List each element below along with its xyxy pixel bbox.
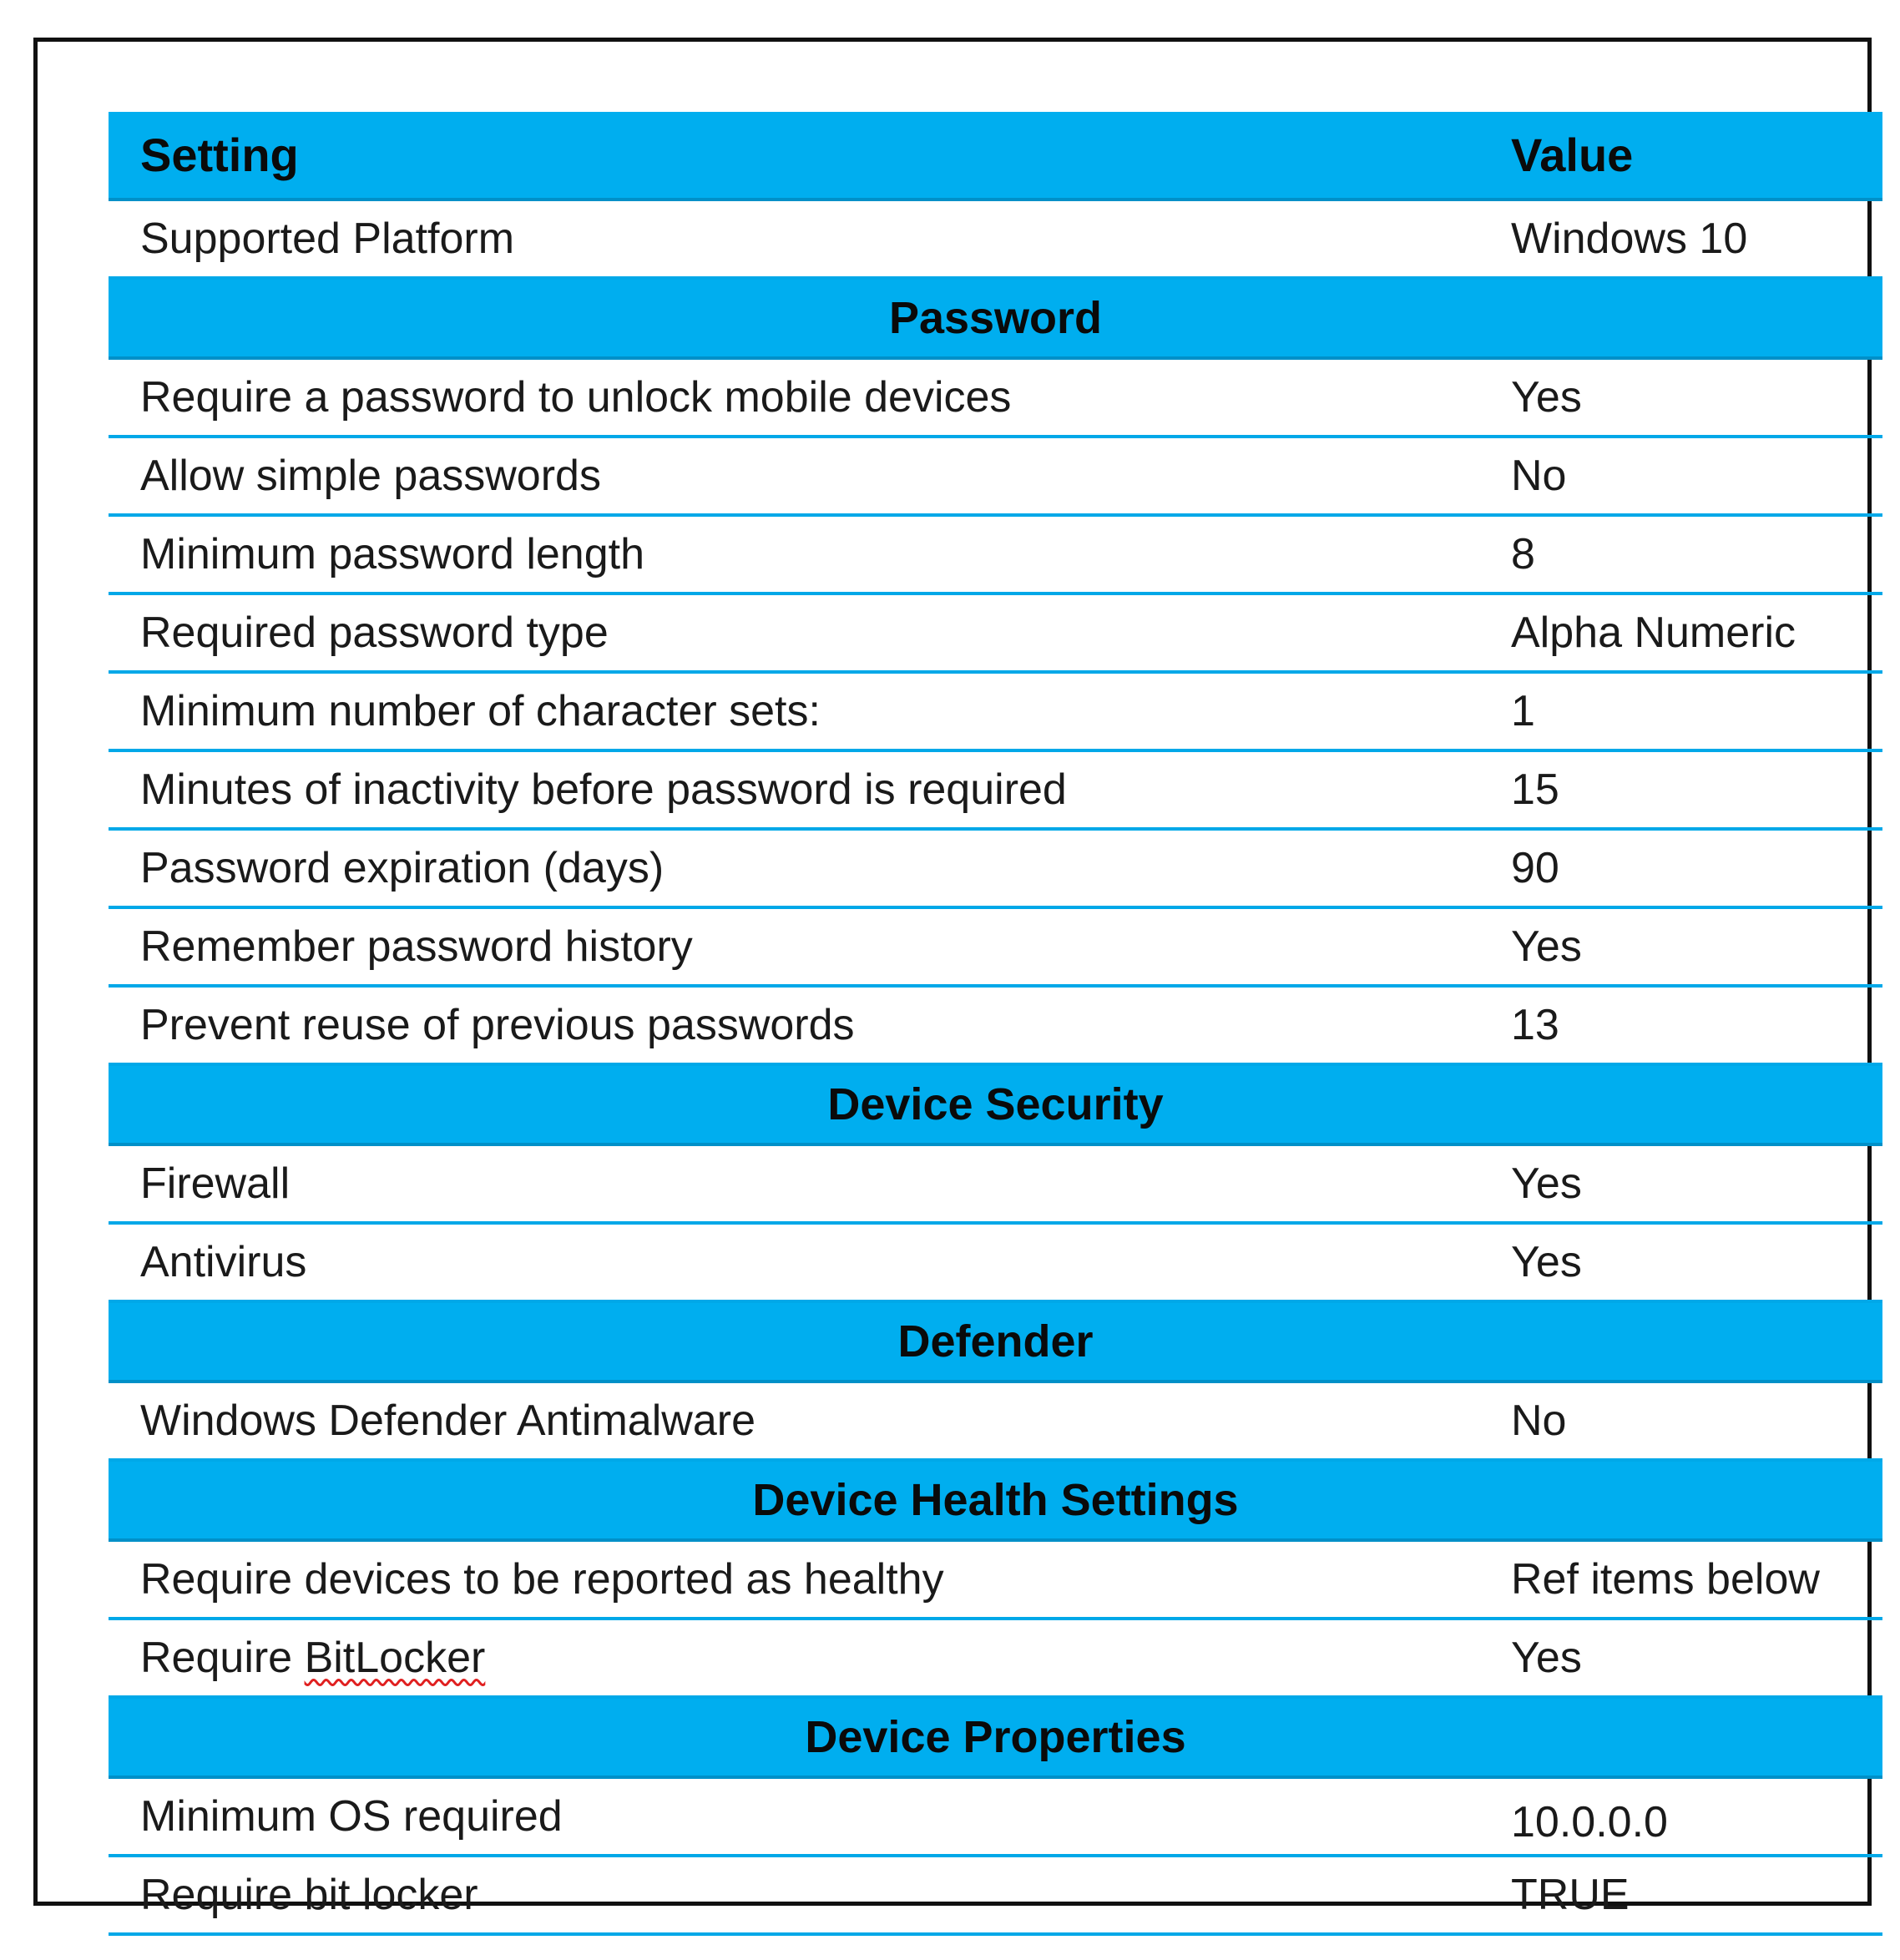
setting-cell: Minimum number of character sets: bbox=[140, 687, 821, 735]
setting-cell: Require bit locker bbox=[140, 1871, 478, 1919]
value-cell: 1 bbox=[1511, 687, 1535, 735]
value-cell: Yes bbox=[1511, 1159, 1582, 1208]
section-header-defender bbox=[109, 1303, 1882, 1383]
value-cell: No bbox=[1511, 452, 1567, 500]
table-row bbox=[109, 674, 1882, 752]
table-row bbox=[109, 201, 1882, 280]
section-header-password bbox=[109, 280, 1882, 360]
table-row bbox=[109, 1779, 1882, 1857]
table-row bbox=[109, 1383, 1882, 1462]
setting-cell: Minutes of inactivity before password is required bbox=[140, 765, 1067, 814]
setting-cell: Minimum OS required bbox=[140, 1792, 563, 1841]
setting-cell: Password expiration (days) bbox=[140, 844, 664, 892]
setting-cell: Supported Platform bbox=[140, 215, 515, 263]
table-row bbox=[109, 595, 1882, 674]
spellcheck-flagged-word: BitLocker bbox=[304, 1634, 486, 1682]
value-cell: 8 bbox=[1511, 530, 1535, 578]
section-title: Password bbox=[888, 293, 1103, 343]
value-cell: Yes bbox=[1511, 1238, 1582, 1286]
setting-prefix: Require bbox=[140, 1634, 305, 1682]
setting-cell: Firewall bbox=[140, 1159, 291, 1208]
table-row bbox=[109, 1225, 1882, 1303]
setting-cell bbox=[140, 1620, 485, 1695]
value-cell: TRUE bbox=[1511, 1871, 1630, 1919]
table-row bbox=[109, 1146, 1882, 1225]
table-row bbox=[109, 988, 1882, 1066]
section-header-device-properties bbox=[109, 1699, 1882, 1779]
setting-cell: Allow simple passwords bbox=[140, 452, 601, 500]
table-row bbox=[109, 438, 1882, 517]
table-row bbox=[109, 1542, 1882, 1620]
compliance-settings-table bbox=[109, 112, 1882, 1936]
setting-cell: Prevent reuse of previous passwords bbox=[140, 1001, 855, 1049]
section-title: Defender bbox=[897, 1316, 1094, 1366]
setting-cell: Required password type bbox=[140, 609, 609, 657]
header-value: Value bbox=[1511, 129, 1634, 181]
setting-cell: Antivirus bbox=[140, 1238, 307, 1286]
document-frame bbox=[33, 38, 1872, 1919]
value-cell: Yes bbox=[1511, 373, 1582, 422]
setting-cell: Minimum password length bbox=[140, 530, 645, 578]
table-row bbox=[109, 752, 1882, 831]
table-row bbox=[109, 1620, 1882, 1699]
setting-cell: Require a password to unlock mobile devices bbox=[140, 373, 1012, 422]
table-row bbox=[109, 909, 1882, 988]
setting-cell: Windows Defender Antimalware bbox=[140, 1397, 755, 1445]
section-header-device-health bbox=[109, 1462, 1882, 1542]
section-title: Device Health Settings bbox=[752, 1475, 1239, 1525]
section-title: Device Security bbox=[827, 1079, 1164, 1129]
value-cell: Yes bbox=[1511, 1634, 1582, 1682]
table-row bbox=[109, 831, 1882, 909]
setting-cell: Require devices to be reported as healthy bbox=[140, 1555, 944, 1604]
value-cell: 13 bbox=[1511, 1001, 1559, 1049]
table-row bbox=[109, 360, 1882, 438]
setting-cell: Remember password history bbox=[140, 922, 693, 971]
value-cell: Yes bbox=[1511, 922, 1582, 971]
value-cell: No bbox=[1511, 1397, 1567, 1445]
value-cell: 15 bbox=[1511, 765, 1559, 814]
section-header-device-security bbox=[109, 1066, 1882, 1146]
value-cell: 90 bbox=[1511, 844, 1559, 892]
header-setting: Setting bbox=[140, 129, 299, 181]
value-cell: Windows 10 bbox=[1511, 215, 1748, 263]
section-title: Device Properties bbox=[805, 1712, 1186, 1762]
table-row bbox=[109, 517, 1882, 595]
table-row bbox=[109, 1857, 1882, 1936]
value-cell: Alpha Numeric bbox=[1511, 609, 1796, 657]
value-cell: Ref items below bbox=[1511, 1555, 1820, 1604]
table-header-row bbox=[109, 112, 1882, 201]
value-cell: 10.0.0.0 bbox=[1511, 1798, 1668, 1846]
